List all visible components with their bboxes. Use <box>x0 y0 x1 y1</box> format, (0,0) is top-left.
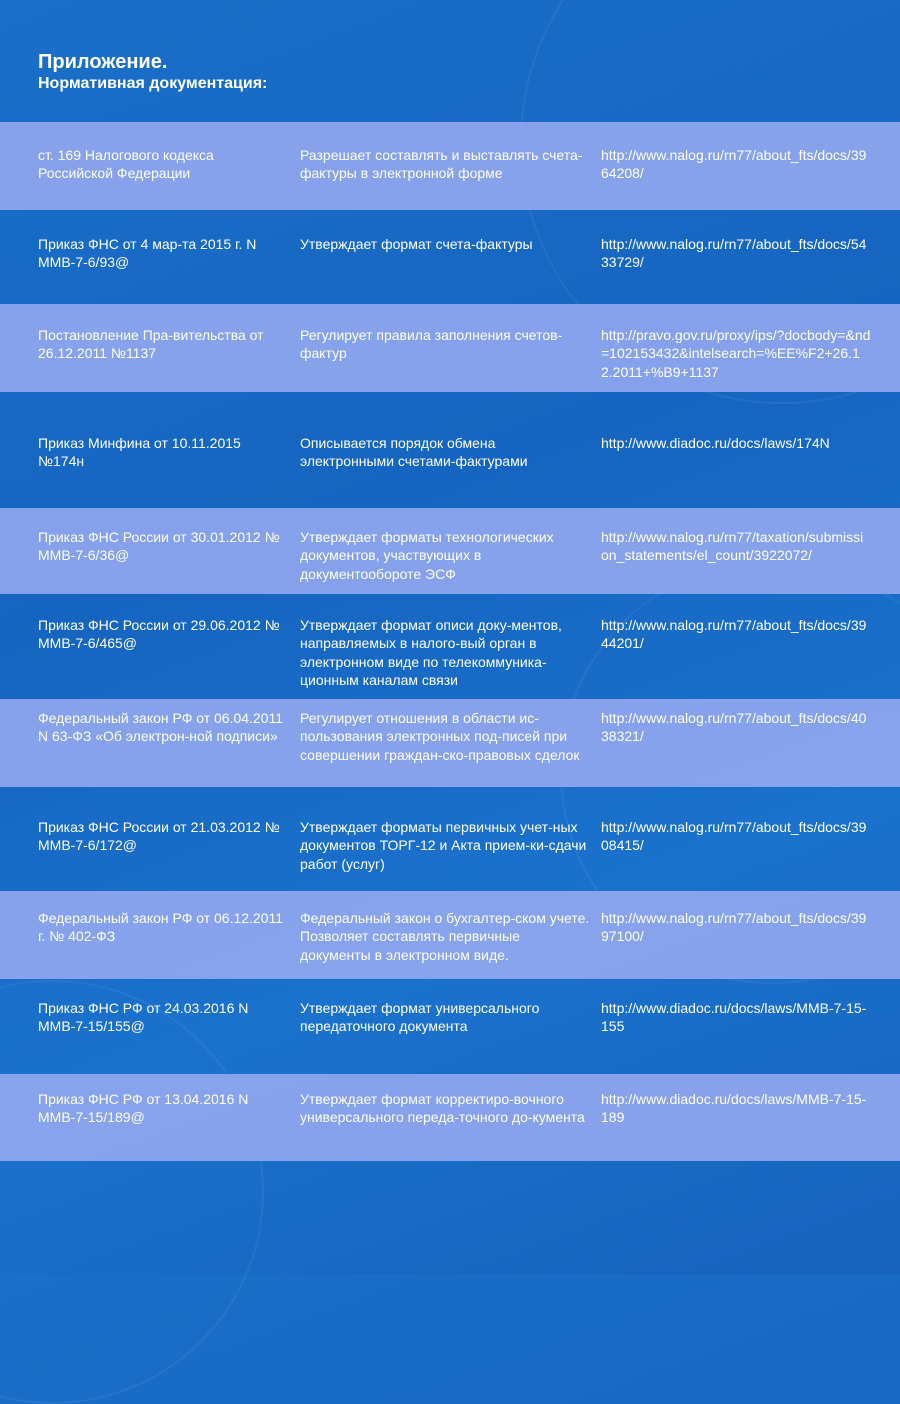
page-subtitle: Нормативная документация: <box>38 75 268 92</box>
doc-link[interactable]: http://www.nalog.ru/rn77/about_fts/docs/5433729/ <box>601 236 867 271</box>
table-row <box>0 979 900 1074</box>
doc-description-cell: Утверждает формат универсального передаточного документа <box>300 1000 540 1035</box>
doc-name-cell: Федеральный закон РФ от 06.04.2011 N 63-ФЗ «Об электрон-ной подписи» <box>38 710 284 745</box>
doc-link[interactable]: http://www.diadoc.ru/docs/laws/ММВ-7-15-155 <box>601 1000 867 1035</box>
page-header <box>38 50 267 94</box>
doc-link[interactable]: http://www.diadoc.ru/docs/laws/ММВ-7-15-189 <box>601 1091 867 1126</box>
doc-name-cell: Приказ Минфина от 10.11.2015 №174н <box>38 435 241 470</box>
doc-link[interactable]: http://www.nalog.ru/rn77/about_fts/docs/3997100/ <box>601 910 867 945</box>
table-row <box>0 787 900 891</box>
doc-link[interactable]: http://www.nalog.ru/rn77/taxation/submission_statements/el_count/3922072/ <box>601 529 864 564</box>
doc-description-cell: Утверждает формат счета-фактуры <box>300 236 533 252</box>
doc-description-cell: Утверждает формат описи доку-ментов, направляемых в налого-вый орган в электронном виде по телекоммуника-ционным каналам связи <box>300 617 562 689</box>
doc-description-cell: Утверждает форматы первичных учет-ных документов ТОРГ-12 и Акта прием-ки-сдачи работ (услуг) <box>300 819 587 872</box>
doc-description-cell: Утверждает форматы технологических документов, участвующих в документообороте ЭСФ <box>300 529 554 582</box>
table-row <box>0 392 900 508</box>
doc-description-cell: Регулирует правила заполнения счетов-фактур <box>300 327 563 362</box>
doc-name-cell: Постановление Пра-вительства от 26.12.2011 №1137 <box>38 327 264 362</box>
doc-description-cell: Регулирует отношения в области ис-пользования электронных под-писей при совершении граждан-ско-правовых сделок <box>300 710 580 763</box>
doc-name-cell: Приказ ФНС России от 29.06.2012 № ММВ-7-6/465@ <box>38 617 280 652</box>
table-row <box>0 210 900 304</box>
doc-name-cell: Приказ ФНС РФ от 24.03.2016 N ММВ-7-15/155@ <box>38 1000 249 1035</box>
table-row <box>0 594 900 699</box>
doc-name-cell: Федеральный закон РФ от 06.12.2011 г. № 402-ФЗ <box>38 910 284 945</box>
doc-link[interactable]: http://www.nalog.ru/rn77/about_fts/docs/3964208/ <box>601 147 867 182</box>
doc-link[interactable]: http://www.diadoc.ru/docs/laws/174N <box>601 435 830 451</box>
table-row <box>0 891 900 979</box>
doc-link[interactable]: http://www.nalog.ru/rn77/about_fts/docs/4038321/ <box>601 710 867 745</box>
doc-name-cell: Приказ ФНС от 4 мар-та 2015 г. N ММВ-7-6/93@ <box>38 236 257 271</box>
doc-description-cell: Описывается порядок обмена электронными счетами-фактурами <box>300 435 528 470</box>
doc-name-cell: ст. 169 Налогового кодекса Российской Федерации <box>38 147 214 182</box>
doc-name-cell: Приказ ФНС России от 30.01.2012 № ММВ-7-6/36@ <box>38 529 280 564</box>
doc-name-cell: Приказ ФНС России от 21.03.2012 № ММВ-7-6/172@ <box>38 819 280 854</box>
page-title: Приложение. <box>38 51 168 73</box>
doc-link[interactable]: http://www.nalog.ru/rn77/about_fts/docs/3944201/ <box>601 617 867 652</box>
table-row <box>0 699 900 787</box>
table-row <box>0 122 900 210</box>
doc-link[interactable]: http://www.nalog.ru/rn77/about_fts/docs/3908415/ <box>601 819 867 854</box>
doc-name-cell: Приказ ФНС РФ от 13.04.2016 N ММВ-7-15/189@ <box>38 1091 249 1126</box>
documents-table <box>0 122 900 1161</box>
doc-link[interactable]: http://pravo.gov.ru/proxy/ips/?docbody=&nd=102153432&intelsearch=%EE%F2+26.12.2011+%B9+1137 <box>601 327 871 380</box>
table-row <box>0 304 900 392</box>
doc-description-cell: Утверждает формат корректиро-вочного универсального переда-точного до-кумента <box>300 1091 585 1126</box>
table-row <box>0 508 900 594</box>
doc-description-cell: Федеральный закон о бухгалтер-ском учете. Позволяет составлять первичные документы в электронном виде. <box>300 910 590 963</box>
doc-description-cell: Разрешает составлять и выставлять счета-фактуры в электронной форме <box>300 147 583 182</box>
table-row <box>0 1074 900 1161</box>
